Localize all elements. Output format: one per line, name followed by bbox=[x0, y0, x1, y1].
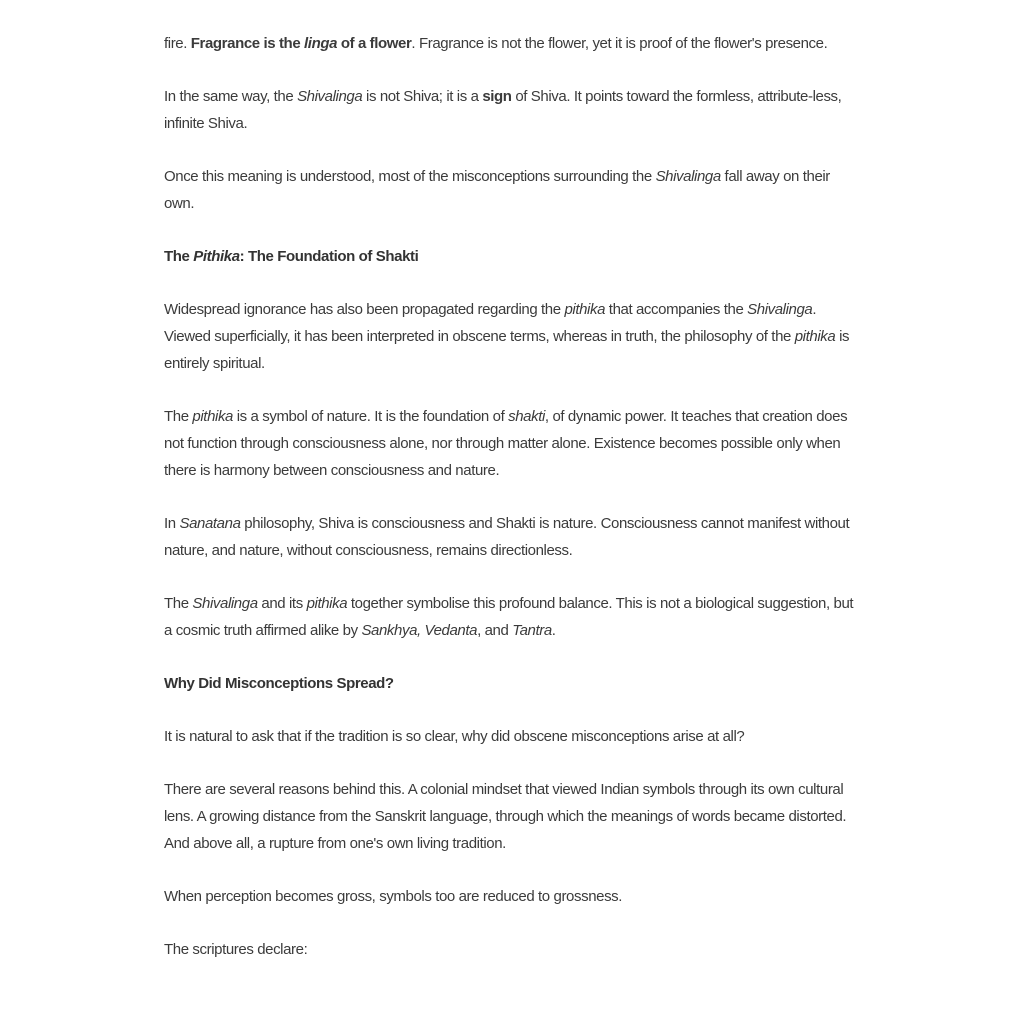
text-run: linga bbox=[304, 35, 338, 52]
text-run: together symbolise this profound balance. This is not a biological suggestion, but a cosmic truth affirmed alike by bbox=[164, 595, 854, 639]
text-run: pithika bbox=[192, 408, 233, 425]
text-run: pithika bbox=[564, 301, 606, 318]
text-run: Sankhya, Vedanta bbox=[361, 622, 478, 639]
paragraph bbox=[164, 403, 860, 484]
text-run: Why Did Misconceptions Spread? bbox=[164, 675, 394, 692]
text-run: Shivalinga bbox=[747, 301, 813, 318]
text-run: is entirely spiritual. bbox=[164, 328, 850, 372]
text-run: The bbox=[164, 248, 194, 265]
article-body bbox=[164, 0, 860, 963]
paragraph bbox=[164, 296, 860, 377]
text-run: : The Foundation of Shakti bbox=[239, 248, 419, 265]
paragraph bbox=[164, 30, 860, 57]
text-run: . bbox=[551, 622, 556, 639]
paragraph bbox=[164, 510, 860, 564]
paragraph bbox=[164, 723, 860, 750]
text-run: is a symbol of nature. It is the foundation of bbox=[232, 408, 509, 425]
text-run: The bbox=[164, 595, 193, 612]
text-run: . Fragrance is not the flower, yet it is proof of the flower's presence. bbox=[411, 35, 828, 52]
text-run: , and bbox=[477, 622, 513, 639]
text-run: pithika bbox=[306, 595, 348, 612]
text-run: Shivalinga bbox=[192, 595, 258, 612]
text-run: pithika bbox=[794, 328, 836, 345]
text-run: . Viewed superficially, it has been interpreted in obscene terms, whereas in truth, the philosophy of the bbox=[164, 301, 817, 345]
text-run: , of dynamic power. It teaches that creation does not function through consciousness alone, nor through matter alone. Existence becomes possible only when there is harmony between consciousness and nature. bbox=[164, 408, 848, 479]
text-run: Sanatana bbox=[179, 515, 241, 532]
text-run: In the same way, the bbox=[164, 88, 298, 105]
text-run: fall away on their own. bbox=[164, 168, 830, 212]
text-run: that accompanies the bbox=[605, 301, 748, 318]
text-run: sign bbox=[482, 88, 512, 105]
text-run: shakti bbox=[508, 408, 545, 425]
text-run: of a flower bbox=[337, 35, 412, 52]
text-run: Shivalinga bbox=[297, 88, 363, 105]
text-run: philosophy, Shiva is consciousness and Shakti is nature. Consciousness cannot manifest without nature, and nature, without consciousness, remains directionless. bbox=[164, 515, 850, 559]
text-run: and its bbox=[257, 595, 307, 612]
section-heading bbox=[164, 670, 860, 697]
text-run: The bbox=[164, 408, 193, 425]
text-run: Shivalinga bbox=[655, 168, 721, 185]
paragraph bbox=[164, 163, 860, 217]
paragraph bbox=[164, 883, 860, 910]
text-run: The scriptures declare: bbox=[164, 941, 308, 958]
paragraph bbox=[164, 776, 860, 857]
text-run: Fragrance is the bbox=[190, 35, 305, 52]
paragraph bbox=[164, 83, 860, 137]
paragraph bbox=[164, 590, 860, 644]
paragraph bbox=[164, 936, 860, 963]
text-run: Tantra bbox=[512, 622, 552, 639]
text-run: In bbox=[164, 515, 180, 532]
section-heading bbox=[164, 243, 860, 270]
text-run: There are several reasons behind this. A colonial mindset that viewed Indian symbols through its own cultural lens. A growing distance from the Sanskrit language, through which the meanings of words became distorted. And above all, a rupture from one's own living tradition. bbox=[164, 781, 847, 852]
text-run: When perception becomes gross, symbols too are reduced to grossness. bbox=[164, 888, 623, 905]
text-run: Widespread ignorance has also been propagated regarding the bbox=[164, 301, 565, 318]
text-run: Once this meaning is understood, most of the misconceptions surrounding the bbox=[164, 168, 656, 185]
text-run: Pithika bbox=[193, 248, 240, 265]
text-run: of Shiva. It points toward the formless, attribute-less, infinite Shiva. bbox=[164, 88, 842, 132]
text-run: is not Shiva; it is a bbox=[362, 88, 483, 105]
text-run: It is natural to ask that if the tradition is so clear, why did obscene misconceptions arise at all? bbox=[164, 728, 745, 745]
text-run: fire. bbox=[164, 35, 191, 52]
